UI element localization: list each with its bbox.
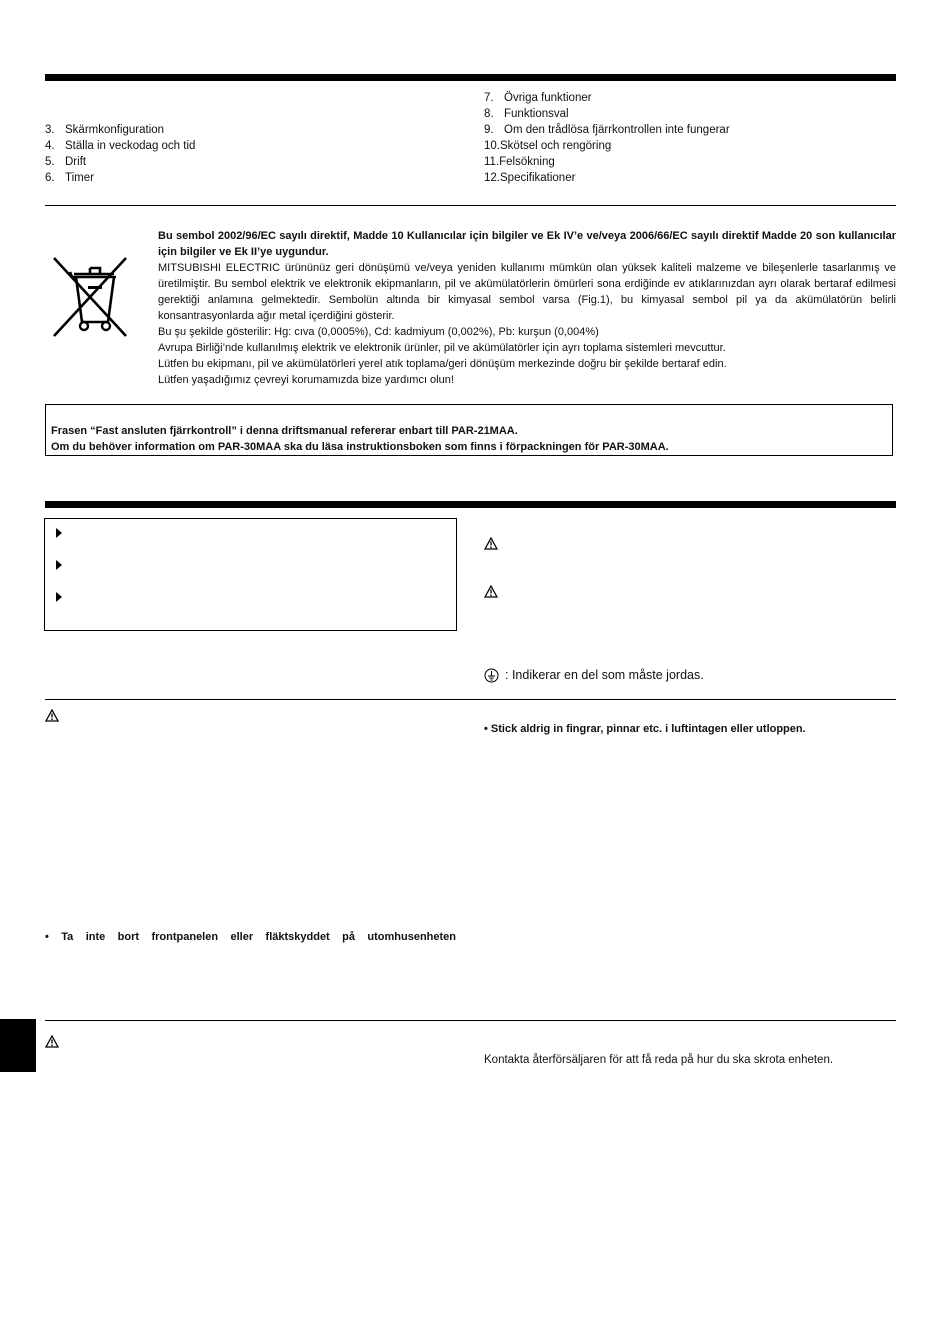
top-rule: [45, 74, 896, 81]
warning-icon: [45, 709, 59, 727]
toc-item[interactable]: 8. Funktionsval: [484, 108, 569, 120]
toc-item[interactable]: 11.Felsökning: [484, 156, 555, 168]
arrow-right-icon: [56, 592, 62, 602]
weee-notice: [158, 228, 896, 388]
warning-icon: [484, 537, 498, 555]
divider: [45, 1020, 896, 1021]
caution-icon: [45, 1035, 59, 1053]
toc-item[interactable]: 3. Skärmkonfiguration: [45, 124, 165, 136]
weee-paragraph: MITSUBISHI ELECTRIC ürününüz geri dönüşümü ve/veya yeniden kullanımı mümkün olan yüksek kaliteli malzeme ve bileşenlerle tasarlanmış ve üretilmiştir. Bu sembol elektrik ve elektronik ekipmanların, pil ve akümülatörlerin ömürleri sona erdiğinde ev atıklarınızdan ayrı olarak bertaraf edilmesi gerektiği anlamına gelmektedir. Sembolün altında bir kimyasal sembol varsa (Fig.1), bu kimyasal sembol pil ya da akümülatörün belirli konsantrasyonlarda ağır metal içerdiğini gösterir.: [158, 262, 896, 322]
toc-item[interactable]: 5. Drift: [45, 156, 87, 168]
warning-fingers: • Stick aldrig in fingrar, pinnar etc. i luftintagen eller utloppen.: [484, 723, 806, 735]
divider: [45, 205, 896, 206]
ground-icon: [484, 668, 499, 683]
warning-front-panel: • Ta inte bort frontpanelen eller fläktskyddet på utomhusenheten: [45, 931, 456, 943]
disposal-note: Kontakta återförsäljaren för att få reda på hur du ska skrota enheten.: [484, 1054, 834, 1066]
toc-item[interactable]: 9. Om den trådlösa fjärrkontrollen inte fungerar: [484, 124, 730, 136]
toc-right: [484, 90, 730, 186]
toc-item[interactable]: 10.Skötsel och rengöring: [484, 140, 612, 152]
arrow-right-icon: [56, 528, 62, 538]
toc-item[interactable]: 7. Övriga funktioner: [484, 92, 592, 104]
arrow-right-icon: [56, 560, 62, 570]
weee-paragraph: Avrupa Birliği’nde kullanılmış elektrik ve elektronik ürünler, pil ve akümülatörler için ayrı toplama sistemleri mevcuttur.: [158, 342, 726, 354]
language-tab: [0, 1019, 36, 1072]
toc-item[interactable]: 12.Specifikationer: [484, 172, 576, 184]
weee-directive: Bu sembol 2002/96/EC sayılı direktif, Madde 10 Kullanıcılar için bilgiler ve Ek IV’e ve/veya 2006/66/EC sayılı direktif Madde 20 son kullanıcılar için bilgiler ve Ek II’ye uygundur.: [158, 230, 896, 258]
notice-line: Om du behöver information om PAR-30MAA ska du läsa instruktionsboken som finns i förpackningen för PAR-30MAA.: [51, 441, 669, 453]
ground-note: : Indikerar en del som måste jordas.: [505, 668, 704, 682]
divider: [45, 699, 896, 700]
weee-paragraph: Bu şu şekilde gösterilir: Hg: cıva (0,0005%), Cd: kadmiyum (0,002%), Pb: kurşun (0,004%): [158, 326, 599, 338]
caution-icon: [484, 585, 498, 603]
toc-item[interactable]: 4. Ställa in veckodag och tid: [45, 140, 196, 152]
weee-paragraph: Lütfen yaşadığımız çevreyi korumamızda bize yardımcı olun!: [158, 374, 454, 386]
remote-notice-box: [45, 404, 893, 456]
safety-summary-box: [44, 518, 457, 631]
weee-bin-icon: [50, 252, 130, 340]
weee-paragraph: Lütfen bu ekipmanı, pil ve akümülatörleri yerel atık toplama/geri dönüşüm merkezinde doğru bir şekilde bertaraf edin.: [158, 358, 727, 370]
notice-line: Frasen “Fast ansluten fjärrkontroll” i denna driftsmanual refererar enbart till PAR-21MAA.: [51, 425, 518, 437]
toc-item[interactable]: 6. Timer: [45, 172, 94, 184]
section-rule: [45, 501, 896, 508]
toc-left: [45, 122, 195, 186]
